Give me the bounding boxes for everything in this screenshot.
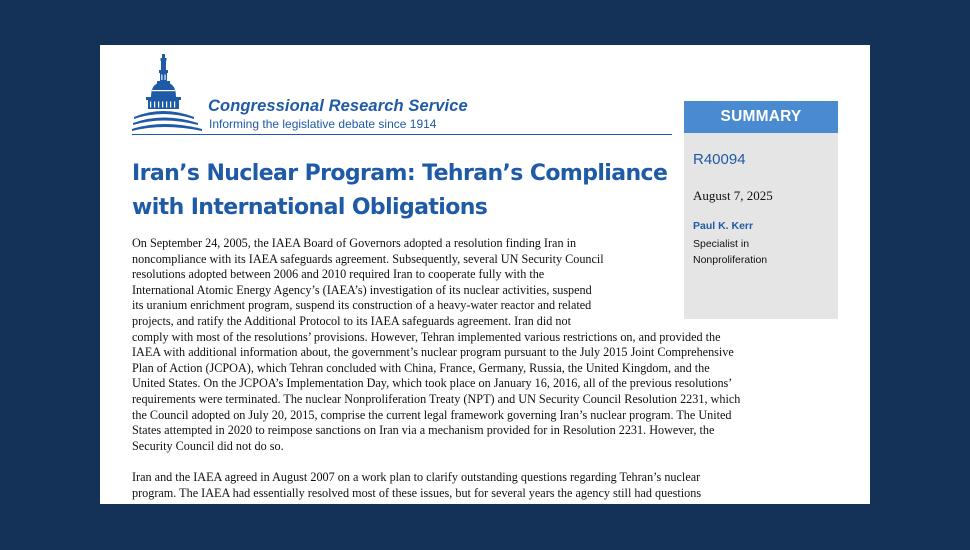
paragraph-line: requirements were terminated. The nuclear Nonproliferation Treaty (NPT) and UN Security Council Resolution 2231, which [132,391,741,406]
report-title-line: Iran’s Nuclear Program: Tehran’s Compliance [132,161,668,186]
header-divider [132,134,672,135]
report-number[interactable]: R40094 [693,151,746,168]
paragraph-line: comply with most of the resolutions’ provisions. However, Tehran implemented various restrictions on, and provided the [132,329,721,344]
paragraph-line: the Council adopted on July 20, 2015, comprise the current legal framework governing Iran’s nuclear program. The United [132,407,732,422]
paragraph-line: Security Council did not do so. [132,438,284,453]
paragraph-line: On September 24, 2005, the IAEA Board of Governors adopted a resolution finding Iran in [132,236,577,250]
report-title [132,157,677,225]
organization-tagline: Informing the legislative debate since 1914 [209,117,437,131]
author-role-line: Nonproliferation [693,253,768,266]
paragraph-line: resolutions adopted between 2006 and 2010 required Iran to cooperate fully with the [132,267,545,282]
paragraph-line: United States. On the JCPOA’s Implementation Day, which took place on January 16, 2016, all of the previous resolutions’ [132,376,733,391]
report-date: August 7, 2025 [693,188,773,203]
report-page [100,45,870,504]
paragraph-line: projects, and ratify the Additional Protocol to its IAEA safeguards agreement. Iran did not [132,313,571,328]
organization-name: Congressional Research Service [208,97,468,115]
paragraph-line: program. The IAEA had essentially resolved most of these issues, but for several years the agency still had questions [132,485,702,500]
paragraph-line: noncompliance with its IAEA safeguards agreement. Subsequently, several UN Security Council [132,251,604,266]
paragraph-line: IAEA with additional information about, the government’s nuclear program pursuant to the July 2015 Joint Comprehensive [132,345,734,360]
author-role-line: Specialist in [693,238,750,250]
author-name[interactable]: Paul K. Kerr [693,220,754,232]
capitol-dome-icon [132,53,204,133]
report-title-line: with International Obligations [132,195,488,220]
paragraph-gap [132,454,740,470]
summary-heading: SUMMARY [684,101,838,133]
paragraph-line: Plan of Action (JCPOA), which Tehran concluded with China, France, Germany, Russia, the United Kingdom, and the [132,360,710,375]
paragraph-line: its uranium enrichment program, suspend its construction of a heavy-water reactor and related [132,298,592,313]
paragraph-line: States attempted in 2020 to reimpose sanctions on Iran via a mechanism provided for in Resolution 2231. However, the [132,423,715,438]
crs-logo [132,53,672,135]
summary-body [132,236,740,501]
paragraph-line: Iran and the IAEA agreed in August 2007 on a work plan to clarify outstanding questions regarding Tehran’s nuclear [132,469,701,484]
paragraph-line: International Atomic Energy Agency’s (IAEA’s) investigation of its nuclear activities, suspend [132,282,592,297]
